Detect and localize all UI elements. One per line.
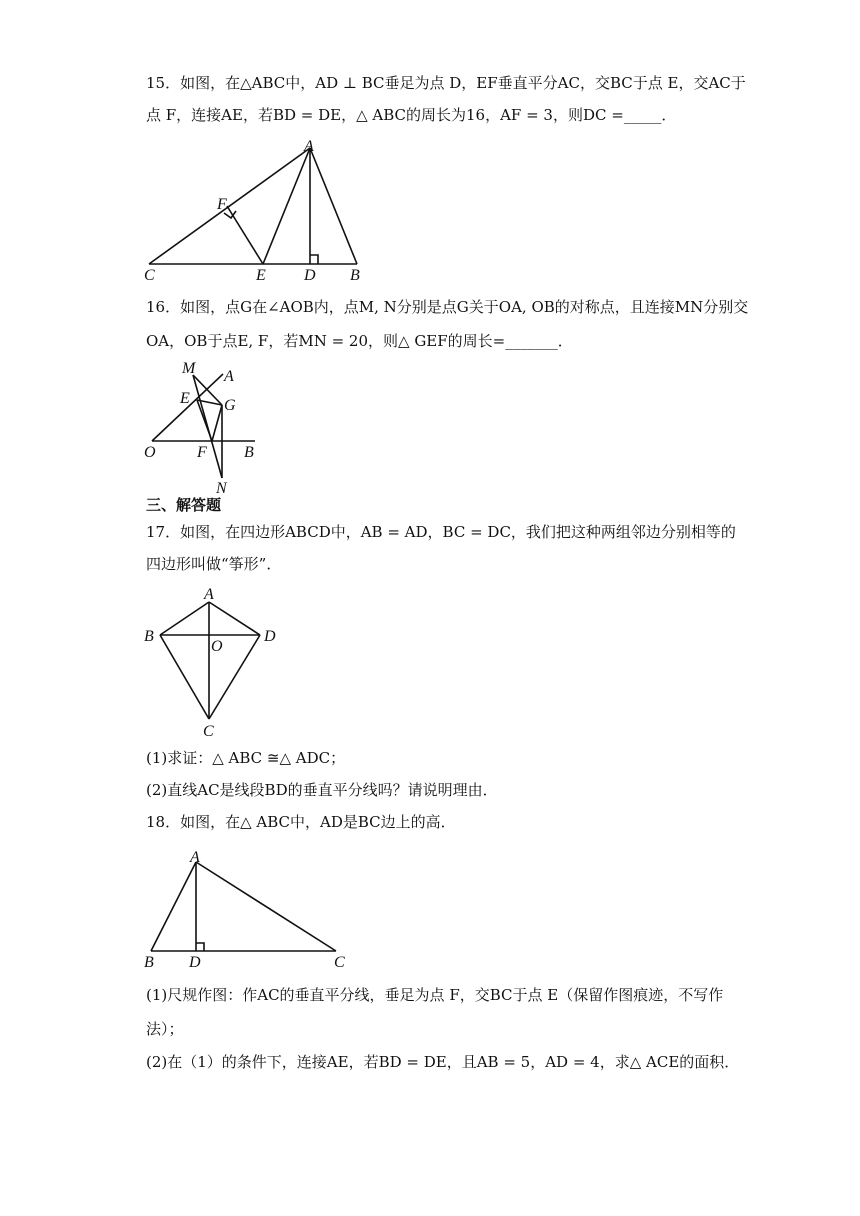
q18-label-B: B (144, 954, 154, 971)
q18-label-C: C (334, 954, 345, 971)
q16-text-line2: OA，OB于点E, F，若MN = 20，则△ GEF的周长=_______． (146, 332, 573, 350)
q16-label-F: F (197, 444, 207, 461)
q17-text-line1: 17．如图，在四边形ABCD中，AB = AD，BC = DC，我们把这种两组邻边分别相等的 (146, 523, 736, 541)
q15-label-F: F (217, 196, 227, 213)
q16-label-N: N (216, 480, 227, 497)
q17-part1: (1)求证：△ ABC ≅△ ADC； (146, 749, 346, 767)
q15-label-E: E (256, 267, 266, 284)
q16-label-G: G (224, 397, 236, 414)
q16-label-M: M (182, 360, 196, 377)
q18-label-A: A (190, 849, 200, 866)
q15-text-line2: 点 F，连接AE，若BD = DE，△ ABC的周长为16，AF = 3，则DC =_____． (146, 106, 677, 124)
q18-text-line1: 18．如图，在△ ABC中，AD是BC边上的高． (146, 813, 456, 831)
q17-label-C: C (203, 723, 214, 740)
q18-label-D: D (189, 954, 201, 971)
q17-label-D: D (264, 628, 276, 645)
q15-label-A: A (304, 138, 314, 155)
q17-label-O: O (211, 638, 223, 655)
q15-label-C: C (144, 267, 155, 284)
q18-part2: (2)在（1）的条件下，连接AE，若BD = DE，且AB = 5，AD = 4，求△ ACE的面积． (146, 1053, 740, 1071)
q17-part2: (2)直线AC是线段BD的垂直平分线吗？请说明理由． (146, 781, 498, 799)
q15-label-B: B (350, 267, 360, 284)
q16-label-E: E (180, 390, 190, 407)
q16-label-B: B (244, 444, 254, 461)
section-heading: 三、解答题 (146, 496, 222, 514)
q18-part1-line2: 法）； (146, 1020, 184, 1038)
q16-text-line1: 16．如图，点G在∠AOB内，点M, N分别是点G关于OA, OB的对称点，且连接MN分别交 (146, 298, 749, 316)
q18-part1-line1: (1)尺规作图：作AC的垂直平分线，垂足为点 F，交BC于点 E（保留作图痕迹，不写作 (146, 986, 724, 1004)
q16-label-O: O (144, 444, 156, 461)
q15-label-D: D (304, 267, 316, 284)
q15-text-line1: 15．如图，在△ABC中，AD ⊥ BC垂足为点 D，EF垂直平分AC，交BC于点 E，交AC于 (146, 74, 746, 92)
q16-label-A: A (224, 368, 234, 385)
q17-text-line2: 四边形叫做“筝形”． (146, 555, 282, 573)
q17-label-A: A (204, 586, 214, 603)
q17-label-B: B (144, 628, 154, 645)
